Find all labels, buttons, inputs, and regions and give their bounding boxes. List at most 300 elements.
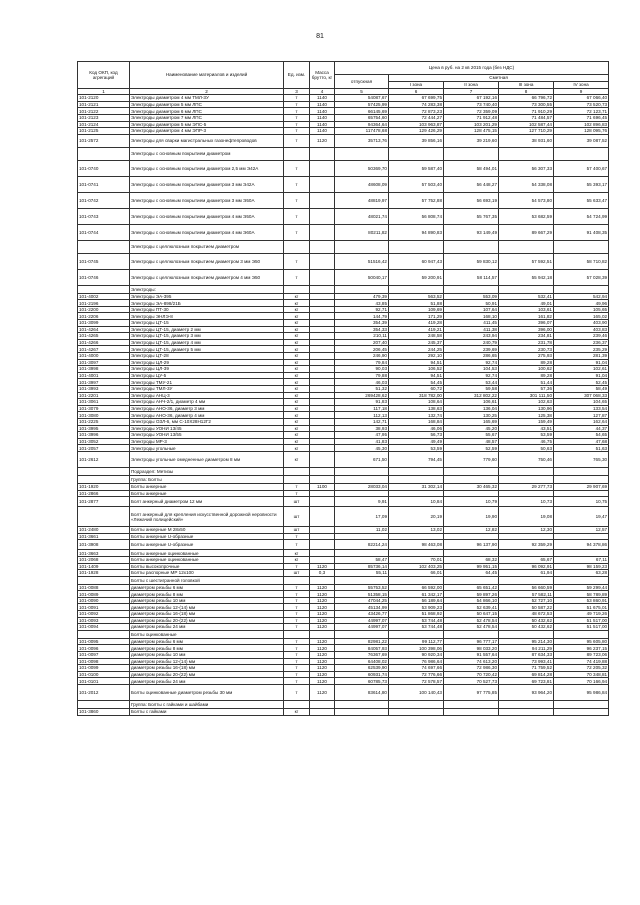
cell-zone-3: 93 964,20 bbox=[499, 685, 554, 701]
cell-zone-2: 55 767,35 bbox=[444, 208, 499, 224]
cell-zone-3: 130,96 bbox=[499, 405, 554, 412]
cell-release: 94364,64 bbox=[335, 121, 389, 128]
table-row bbox=[78, 645, 609, 652]
cell-zone-4 bbox=[554, 475, 609, 483]
cell-unit: кг bbox=[284, 339, 310, 346]
table-body bbox=[78, 95, 609, 715]
table-row bbox=[78, 95, 609, 102]
cell-zone-3: 161,82 bbox=[499, 313, 554, 320]
table-row bbox=[78, 333, 609, 340]
cell-zone-4: 307 068,33 bbox=[554, 392, 609, 399]
column-index: 2 bbox=[130, 89, 284, 95]
cell-mass bbox=[310, 333, 335, 340]
table-row bbox=[78, 208, 609, 224]
cell-release: 246,90 bbox=[335, 353, 389, 360]
cell-code: 101-3099 bbox=[78, 320, 130, 327]
table-row bbox=[78, 665, 609, 672]
table-row bbox=[78, 366, 609, 373]
cell-name: Болты анкерные U-образные bbox=[130, 540, 284, 550]
cell-code: 101-1920 bbox=[78, 483, 130, 490]
header-release: отпускная bbox=[335, 75, 389, 89]
cell-zone-3 bbox=[499, 576, 554, 584]
cell-zone-4: 70 348,81 bbox=[554, 671, 609, 678]
cell-zone-3: 57 582,11 bbox=[499, 591, 554, 598]
cell-zone-3: 71 759,52 bbox=[499, 665, 554, 672]
cell-name: Электроды АНО-36, диаметр 3 мм bbox=[130, 405, 284, 412]
cell-code: 101-2125 bbox=[78, 128, 130, 135]
table-row bbox=[78, 128, 609, 135]
cell-release: 206,45 bbox=[335, 346, 389, 353]
cell-name: Электроды диаметром 5 мм ЭПС-5 bbox=[130, 121, 284, 128]
cell-zone-4: 19,47 bbox=[554, 507, 609, 527]
table-row bbox=[78, 671, 609, 678]
cell-zone-3: 65,67 bbox=[499, 556, 554, 563]
cell-zone-3: 102 587,44 bbox=[499, 121, 554, 128]
cell-zone-3 bbox=[499, 709, 554, 716]
cell-name: Электроды ЦТ-15, диаметр 4 мм bbox=[130, 339, 284, 346]
cell-release: 85736,14 bbox=[335, 563, 389, 570]
cell-code: 101-0746 bbox=[78, 269, 130, 285]
cell-zone-4 bbox=[554, 701, 609, 709]
cell-unit: т bbox=[284, 617, 310, 624]
cell-name: Электроды ЭА-395 bbox=[130, 293, 284, 300]
cell-release: 76367,69 bbox=[335, 652, 389, 659]
cell-zone-4: 57 028,39 bbox=[554, 269, 609, 285]
cell-zone-3: 69 723,81 bbox=[499, 678, 554, 685]
cell-name: Болты анкерные М 28х50 bbox=[130, 527, 284, 534]
cell-zone-3: 532,41 bbox=[499, 293, 554, 300]
cell-zone-3: 69 814,28 bbox=[499, 671, 554, 678]
cell-mass bbox=[310, 176, 335, 192]
cell-zone-1: 109,69 bbox=[389, 306, 444, 313]
table-row bbox=[78, 313, 609, 320]
header-mass: Масса брутто, кг bbox=[310, 62, 335, 89]
cell-unit: кг bbox=[284, 379, 310, 386]
cell-zone-3: 52 727,10 bbox=[499, 597, 554, 604]
cell-name: Болты с гайками bbox=[130, 709, 284, 716]
cell-zone-2: 104,53 bbox=[444, 366, 499, 373]
cell-unit: т bbox=[284, 540, 310, 550]
cell-zone-4: 102 896,83 bbox=[554, 121, 609, 128]
cell-zone-2 bbox=[444, 240, 499, 253]
cell-code: 101-0093 bbox=[78, 617, 130, 624]
cell-release: 66145,69 bbox=[335, 108, 389, 115]
cell-unit bbox=[284, 475, 310, 483]
cell-unit: кг bbox=[284, 293, 310, 300]
cell-zone-3: 71 484,57 bbox=[499, 114, 554, 121]
cell-unit: т bbox=[284, 114, 310, 121]
cell-release: 47,95 bbox=[335, 432, 389, 439]
cell-code: 101-0095 bbox=[78, 638, 130, 645]
cell-name: Болты оцинкованные диаметром резьбы 30 мм bbox=[130, 685, 284, 701]
cell-release: 50369,70 bbox=[335, 160, 389, 176]
cell-zone-4: 127,87 bbox=[554, 412, 609, 419]
table-row bbox=[78, 624, 609, 631]
cell-mass bbox=[310, 445, 335, 452]
cell-zone-4: 51 517,00 bbox=[554, 617, 609, 624]
cell-name: Электроды с основным покрытием диаметром 4 мм Э60А bbox=[130, 224, 284, 240]
cell-zone-3: 231,78 bbox=[499, 339, 554, 346]
cell-code: 101-0099 bbox=[78, 665, 130, 672]
cell-zone-4 bbox=[554, 147, 609, 160]
cell-zone-1: 100 140,43 bbox=[389, 685, 444, 701]
cell-release: 48819,97 bbox=[335, 192, 389, 208]
cell-code: 101-2057 bbox=[78, 445, 130, 452]
cell-unit: т bbox=[284, 192, 310, 208]
cell-code: 101-3061 bbox=[78, 399, 130, 406]
cell-code: 101-0096 bbox=[78, 645, 130, 652]
cell-zone-2: 50 647,15 bbox=[444, 611, 499, 618]
cell-zone-4 bbox=[554, 467, 609, 475]
cell-unit: шт bbox=[284, 497, 310, 507]
cell-zone-3: 87 634,33 bbox=[499, 652, 554, 659]
cell-zone-4 bbox=[554, 550, 609, 557]
cell-release: 9,91 bbox=[335, 497, 389, 507]
cell-zone-1: 102 403,25 bbox=[389, 563, 444, 570]
cell-zone-4: 54 724,99 bbox=[554, 208, 609, 224]
cell-zone-1: 51,88 bbox=[389, 300, 444, 307]
cell-unit bbox=[284, 240, 310, 253]
cell-name: Электроды ЦТ-15, диаметр 3 мм bbox=[130, 333, 284, 340]
cell-code: 101-3080 bbox=[78, 412, 130, 419]
price-table bbox=[77, 61, 609, 716]
cell-release bbox=[335, 550, 389, 557]
cell-zone-3: 49,01 bbox=[499, 300, 554, 307]
cell-zone-4: 235,29 bbox=[554, 346, 609, 353]
cell-zone-3: 54 573,80 bbox=[499, 192, 554, 208]
cell-mass bbox=[310, 339, 335, 346]
cell-mass bbox=[310, 359, 335, 366]
cell-code: 101-4266 bbox=[78, 339, 130, 346]
cell-unit: т bbox=[284, 652, 310, 659]
cell-zone-1: 39 856,16 bbox=[389, 134, 444, 147]
cell-unit: т bbox=[284, 134, 310, 147]
cell-release: 117478,68 bbox=[335, 128, 389, 135]
cell-zone-1: 132,74 bbox=[389, 412, 444, 419]
cell-release: 48608,09 bbox=[335, 176, 389, 192]
cell-release: 144,79 bbox=[335, 313, 389, 320]
cell-zone-1: 108,64 bbox=[389, 399, 444, 406]
cell-zone-2: 243,94 bbox=[444, 333, 499, 340]
cell-mass bbox=[310, 300, 335, 307]
cell-zone-2: 58 114,57 bbox=[444, 269, 499, 285]
cell-zone-4: 95 986,84 bbox=[554, 685, 609, 701]
cell-name: Группа: Болты с гайками и шайбами bbox=[130, 701, 284, 709]
cell-unit bbox=[284, 576, 310, 584]
header-estimate: Сметная bbox=[389, 75, 609, 82]
cell-name: Электроды АНЦ-3 bbox=[130, 392, 284, 399]
cell-zone-1: 794,45 bbox=[389, 451, 444, 467]
cell-code: 101-3052 bbox=[78, 438, 130, 445]
cell-unit: кг bbox=[284, 709, 310, 716]
cell-zone-3: 56 660,59 bbox=[499, 584, 554, 591]
table-row bbox=[78, 147, 609, 160]
cell-release bbox=[335, 490, 389, 497]
cell-zone-3: 230,73 bbox=[499, 346, 554, 353]
cell-zone-1: 59 587,40 bbox=[389, 160, 444, 176]
cell-mass bbox=[310, 269, 335, 285]
cell-zone-1: 76 986,64 bbox=[389, 658, 444, 665]
cell-mass bbox=[310, 392, 335, 399]
cell-zone-4: 96 237,15 bbox=[554, 645, 609, 652]
cell-zone-2: 286,65 bbox=[444, 353, 499, 360]
cell-zone-3 bbox=[499, 467, 554, 475]
cell-code: 101-3993 bbox=[78, 386, 130, 393]
cell-name: Электроды АНЧ-2/1, диаметр 4 мм bbox=[130, 399, 284, 406]
table-row bbox=[78, 359, 609, 366]
cell-release: 210,11 bbox=[335, 333, 389, 340]
cell-zone-1 bbox=[389, 467, 444, 475]
cell-zone-3: 29 277,73 bbox=[499, 483, 554, 490]
cell-release: 55,11 bbox=[335, 570, 389, 577]
cell-unit: кг bbox=[284, 313, 310, 320]
cell-zone-4: 165,02 bbox=[554, 313, 609, 320]
cell-zone-2: 68,32 bbox=[444, 556, 499, 563]
cell-name: Подраздел: Метизы bbox=[130, 467, 284, 475]
cell-zone-3: 73 993,41 bbox=[499, 658, 554, 665]
cell-unit: т bbox=[284, 584, 310, 591]
cell-zone-3: 396,00 bbox=[499, 326, 554, 333]
cell-zone-3: 100,62 bbox=[499, 366, 554, 373]
cell-unit: т bbox=[284, 563, 310, 570]
cell-unit: кг bbox=[284, 353, 310, 360]
cell-name: Электроды ТМУ-21 bbox=[130, 379, 284, 386]
cell-mass bbox=[310, 405, 335, 412]
table-row bbox=[78, 445, 609, 452]
cell-name: Болты анкерные U-образные bbox=[130, 533, 284, 540]
cell-zone-1: 94 890,83 bbox=[389, 224, 444, 240]
cell-release: 44997,07 bbox=[335, 624, 389, 631]
cell-release bbox=[335, 240, 389, 253]
table-row bbox=[78, 372, 609, 379]
cell-mass bbox=[310, 550, 335, 557]
table-row bbox=[78, 483, 609, 490]
cell-code bbox=[78, 576, 130, 584]
cell-zone-4 bbox=[554, 630, 609, 638]
table-row bbox=[78, 320, 609, 327]
cell-mass bbox=[310, 418, 335, 425]
cell-name: Электроды диаметром 6 мм ЛПС bbox=[130, 108, 284, 115]
cell-code: 101-3097 bbox=[78, 359, 130, 366]
cell-zone-3 bbox=[499, 490, 554, 497]
cell-name: Болты анкерные оцинкованные bbox=[130, 556, 284, 563]
cell-code: 101-0094 bbox=[78, 624, 130, 631]
cell-unit: шт bbox=[284, 507, 310, 527]
table-row bbox=[78, 300, 609, 307]
cell-release: 112,13 bbox=[335, 412, 389, 419]
table-row bbox=[78, 160, 609, 176]
cell-zone-1 bbox=[389, 490, 444, 497]
cell-release: 82214,24 bbox=[335, 540, 389, 550]
cell-code: 101-0091 bbox=[78, 604, 130, 611]
column-index: 7 bbox=[444, 89, 499, 95]
cell-zone-1: 171,29 bbox=[389, 313, 444, 320]
cell-name: диаметром резьбы 16-(18) мм bbox=[130, 665, 284, 672]
table-row bbox=[78, 652, 609, 659]
cell-release: 43426,77 bbox=[335, 611, 389, 618]
page-number: 81 bbox=[316, 33, 324, 40]
cell-name: диаметром резьбы 6 мм bbox=[130, 584, 284, 591]
cell-name: Болты оцинкованные bbox=[130, 630, 284, 638]
header-zone-2: II зона bbox=[444, 82, 499, 89]
cell-zone-4: 74 419,88 bbox=[554, 658, 609, 665]
cell-unit: т bbox=[284, 95, 310, 102]
cell-zone-4 bbox=[554, 240, 609, 253]
cell-release: 90,03 bbox=[335, 366, 389, 373]
cell-unit: т bbox=[284, 645, 310, 652]
table-row bbox=[78, 293, 609, 300]
cell-zone-4: 51,63 bbox=[554, 445, 609, 452]
cell-zone-3: 50 432,62 bbox=[499, 624, 554, 631]
cell-zone-2: 58 494,01 bbox=[444, 160, 499, 176]
cell-name: Электроды ОЗЛ-6, мм С-10Х28Н12Г2 bbox=[130, 418, 284, 425]
cell-release: 671,50 bbox=[335, 451, 389, 467]
cell-zone-3: 53 682,59 bbox=[499, 208, 554, 224]
cell-zone-3 bbox=[499, 240, 554, 253]
cell-zone-3: 301 111,50 bbox=[499, 392, 554, 399]
column-index: 1 bbox=[78, 89, 130, 95]
cell-unit: т bbox=[284, 108, 310, 115]
cell-mass: 1140 bbox=[310, 114, 335, 121]
cell-name: Электроды: bbox=[130, 285, 284, 293]
cell-name: Электроды с целлюлозным покрытием диаметром 3 мм Э50 bbox=[130, 253, 284, 269]
table-row bbox=[78, 306, 609, 313]
cell-name: Электроды ПТ-30 bbox=[130, 306, 284, 313]
cell-release: 54087,67 bbox=[335, 95, 389, 102]
cell-zone-4: 49,96 bbox=[554, 300, 609, 307]
cell-zone-4: 51 675,01 bbox=[554, 604, 609, 611]
cell-code: 101-2120 bbox=[78, 95, 130, 102]
cell-name: диаметром резьбы 8 мм bbox=[130, 645, 284, 652]
cell-zone-2: 52 478,54 bbox=[444, 617, 499, 624]
cell-name: Электроды с основным покрытием диаметром bbox=[130, 147, 284, 160]
cell-release: 41,83 bbox=[335, 438, 389, 445]
header-price-group: Цена в руб. на 2 кв 2015 года (без НДС) bbox=[335, 62, 609, 75]
cell-code: 101-2612 bbox=[78, 451, 130, 467]
cell-unit: кг bbox=[284, 372, 310, 379]
cell-name: Электроды ЦЛ-39 bbox=[130, 366, 284, 373]
cell-unit: т bbox=[284, 101, 310, 108]
cell-release: 117,18 bbox=[335, 405, 389, 412]
cell-unit: т bbox=[284, 658, 310, 665]
cell-zone-1: 98 463,08 bbox=[389, 540, 444, 550]
cell-code bbox=[78, 701, 130, 709]
cell-mass bbox=[310, 326, 335, 333]
cell-unit: кг bbox=[284, 418, 310, 425]
cell-zone-4: 58 710,82 bbox=[554, 253, 609, 269]
cell-mass: 1140 bbox=[310, 95, 335, 102]
table-row bbox=[78, 611, 609, 618]
cell-zone-1: 419,28 bbox=[389, 320, 444, 327]
cell-release: 269428,62 bbox=[335, 392, 389, 399]
cell-name: Электроды ЦУ-5 bbox=[130, 372, 284, 379]
cell-code bbox=[78, 507, 130, 527]
table-row bbox=[78, 604, 609, 611]
cell-unit bbox=[284, 285, 310, 293]
cell-zone-1 bbox=[389, 550, 444, 557]
cell-zone-3: 89,28 bbox=[499, 359, 554, 366]
cell-zone-4: 49 719,26 bbox=[554, 611, 609, 618]
cell-release: 51516,42 bbox=[335, 253, 389, 269]
table-row bbox=[78, 533, 609, 540]
cell-release: 479,39 bbox=[335, 293, 389, 300]
table-row bbox=[78, 121, 609, 128]
cell-release: 55753,52 bbox=[335, 584, 389, 591]
cell-zone-3 bbox=[499, 533, 554, 540]
cell-code bbox=[78, 285, 130, 293]
cell-mass bbox=[310, 386, 335, 393]
table-row bbox=[78, 432, 609, 439]
cell-zone-4: 53 860,91 bbox=[554, 597, 609, 604]
table-row bbox=[78, 425, 609, 432]
cell-zone-1: 72 578,57 bbox=[389, 678, 444, 685]
cell-mass bbox=[310, 240, 335, 253]
cell-name: Электроды ЦТ-28 bbox=[130, 353, 284, 360]
cell-zone-2: 96 777,17 bbox=[444, 638, 499, 645]
cell-unit: кг bbox=[284, 451, 310, 467]
cell-zone-1: 54,45 bbox=[389, 379, 444, 386]
cell-mass bbox=[310, 556, 335, 563]
table-row bbox=[78, 101, 609, 108]
cell-zone-4: 73 520,73 bbox=[554, 101, 609, 108]
cell-mass bbox=[310, 451, 335, 467]
cell-zone-1: 74 283,38 bbox=[389, 101, 444, 108]
cell-unit: кг bbox=[284, 300, 310, 307]
cell-zone-1: 94,51 bbox=[389, 359, 444, 366]
cell-zone-1: 59 200,91 bbox=[389, 269, 444, 285]
table-row bbox=[78, 685, 609, 701]
cell-release: 79,88 bbox=[335, 372, 389, 379]
cell-zone-1: 70,01 bbox=[389, 556, 444, 563]
cell-zone-2: 240,79 bbox=[444, 339, 499, 346]
cell-zone-3: 94 211,29 bbox=[499, 645, 554, 652]
cell-zone-1: 60,72 bbox=[389, 386, 444, 393]
cell-zone-3: 43,51 bbox=[499, 425, 554, 432]
cell-code: 101-4265 bbox=[78, 333, 130, 340]
cell-zone-2: 91 557,64 bbox=[444, 652, 499, 659]
cell-zone-3: 46,75 bbox=[499, 438, 554, 445]
cell-name: Болты высокопрочные bbox=[130, 563, 284, 570]
cell-code bbox=[78, 630, 130, 638]
cell-code: 101-2201 bbox=[78, 392, 130, 399]
cell-unit: кг bbox=[284, 320, 310, 327]
cell-mass: 1120 bbox=[310, 685, 335, 701]
cell-zone-1 bbox=[389, 285, 444, 293]
cell-zone-1 bbox=[389, 576, 444, 584]
cell-code: 101-3908 bbox=[78, 540, 130, 550]
cell-zone-3: 96 092,91 bbox=[499, 563, 554, 570]
column-index: 8 bbox=[499, 89, 554, 95]
cell-release bbox=[335, 576, 389, 584]
cell-zone-2 bbox=[444, 285, 499, 293]
cell-zone-4 bbox=[554, 490, 609, 497]
cell-zone-2: 12,82 bbox=[444, 527, 499, 534]
cell-zone-3: 56 307,33 bbox=[499, 160, 554, 176]
cell-release: 91,83 bbox=[335, 399, 389, 406]
cell-zone-1: 51 868,92 bbox=[389, 611, 444, 618]
cell-unit: кг bbox=[284, 306, 310, 313]
cell-zone-2 bbox=[444, 533, 499, 540]
cell-zone-4: 63,28 bbox=[554, 570, 609, 577]
cell-unit bbox=[284, 701, 310, 709]
cell-zone-1: 31 302,14 bbox=[389, 483, 444, 490]
cell-mass bbox=[310, 412, 335, 419]
cell-zone-3: 57 592,51 bbox=[499, 253, 554, 269]
cell-unit: т bbox=[284, 253, 310, 269]
cell-release: 65754,60 bbox=[335, 114, 389, 121]
cell-code: 101-0098 bbox=[78, 658, 130, 665]
cell-release bbox=[335, 147, 389, 160]
